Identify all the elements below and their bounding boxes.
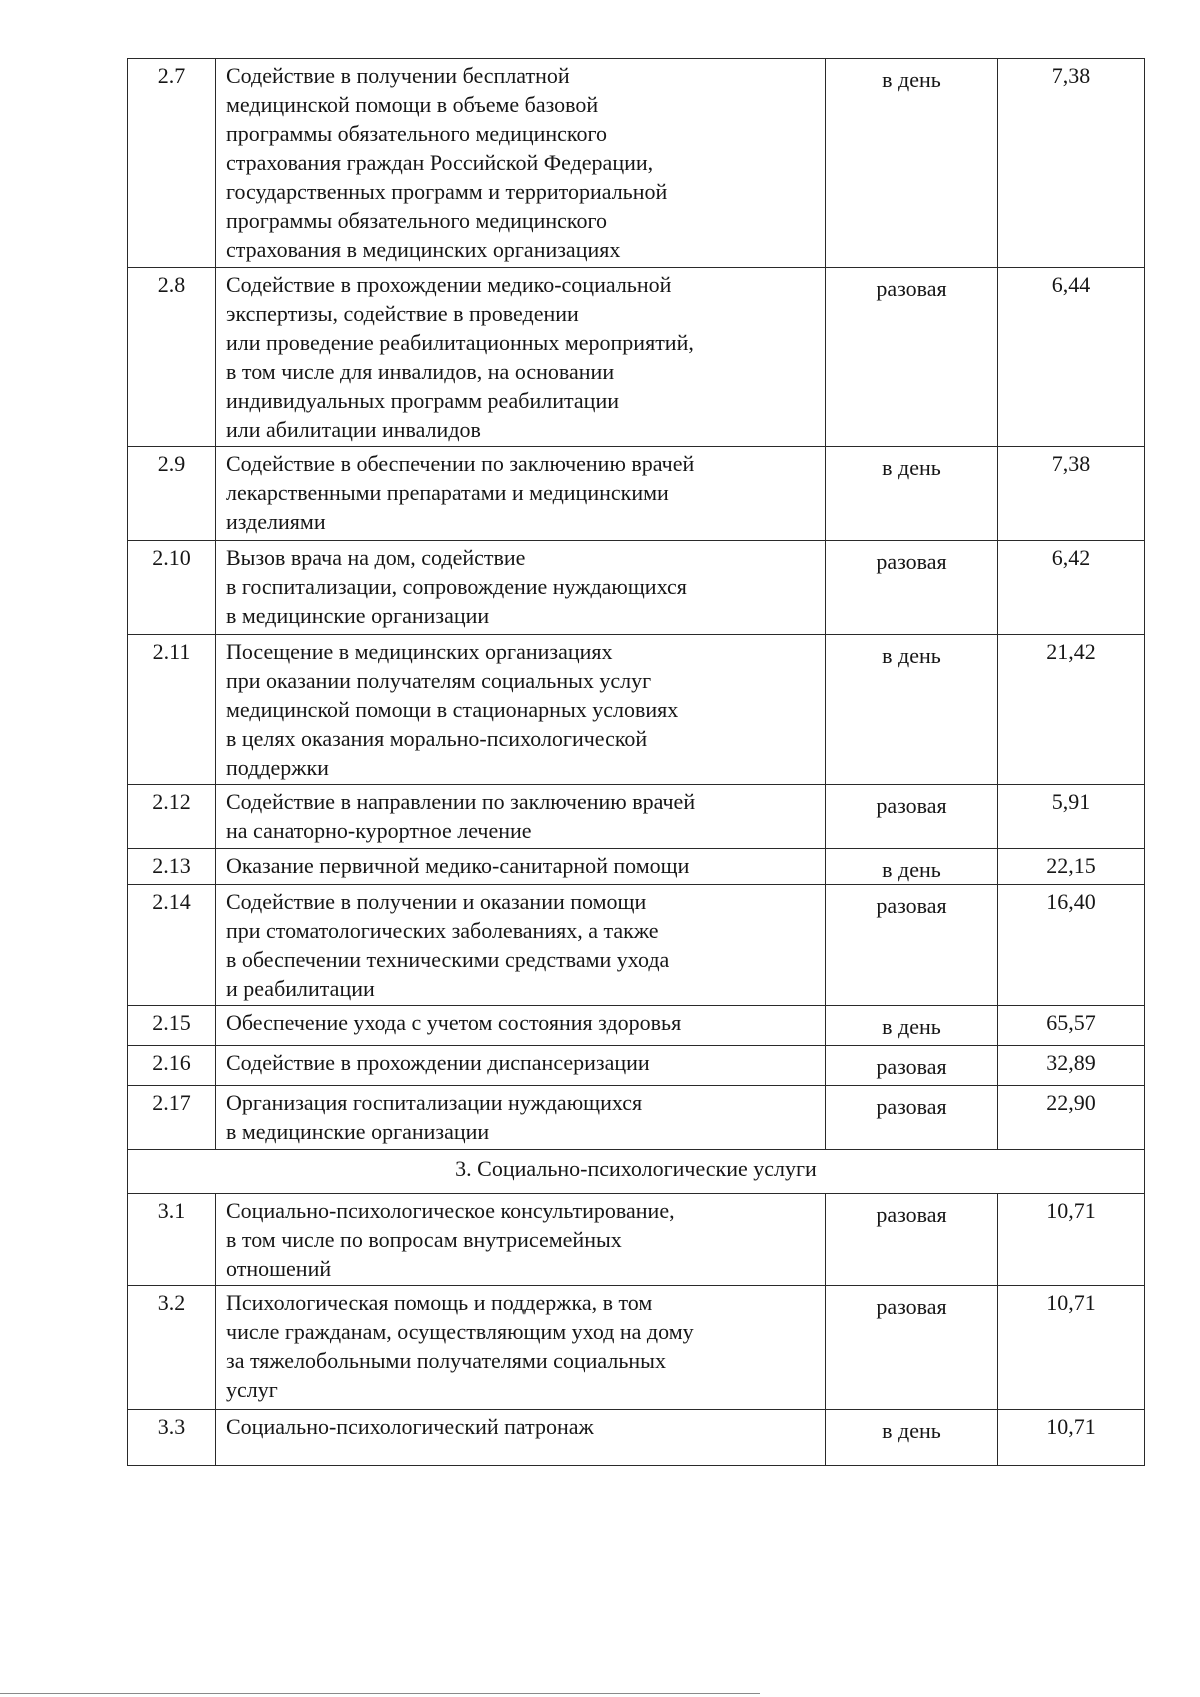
service-name bbox=[216, 59, 826, 268]
service-name-line: Содействие в получении и оказании помощи bbox=[226, 889, 647, 914]
service-unit: разовая bbox=[826, 1286, 998, 1410]
row-number: 2.12 bbox=[128, 785, 216, 849]
service-name bbox=[216, 1006, 826, 1046]
service-name bbox=[216, 1046, 826, 1086]
service-unit: разовая bbox=[826, 541, 998, 635]
service-name-line: Вызов врача на дом, содействие bbox=[226, 545, 526, 570]
service-name-line: в обеспечении техническими средствами ухода bbox=[226, 947, 670, 972]
table-row bbox=[128, 447, 1145, 541]
service-name-line: в госпитализации, сопровождение нуждающихся bbox=[226, 574, 687, 599]
service-price: 22,90 bbox=[998, 1086, 1145, 1150]
service-name-line: Оказание первичной медико-санитарной помощи bbox=[226, 853, 690, 878]
service-unit: в день bbox=[826, 1410, 998, 1466]
service-name bbox=[216, 268, 826, 447]
service-name-line: медицинской помощи в стационарных условиях bbox=[226, 697, 679, 722]
service-name-line: в медицинские организации bbox=[226, 1119, 490, 1144]
row-number: 2.11 bbox=[128, 635, 216, 785]
service-unit: в день bbox=[826, 447, 998, 541]
service-price: 16,40 bbox=[998, 885, 1145, 1006]
service-name-line: или проведение реабилитационных мероприятий, bbox=[226, 330, 694, 355]
service-price: 10,71 bbox=[998, 1286, 1145, 1410]
section-title: 3. Социально-психологические услуги bbox=[128, 1150, 1145, 1194]
service-name-line: в медицинские организации bbox=[226, 603, 490, 628]
service-name-line: услуг bbox=[226, 1377, 278, 1402]
service-name-line: индивидуальных программ реабилитации bbox=[226, 388, 619, 413]
service-price: 65,57 bbox=[998, 1006, 1145, 1046]
service-unit: разовая bbox=[826, 785, 998, 849]
service-name-line: Социально-психологический патронаж bbox=[226, 1414, 594, 1439]
table-row bbox=[128, 1410, 1145, 1466]
table-row bbox=[128, 849, 1145, 885]
row-number: 2.17 bbox=[128, 1086, 216, 1150]
service-price: 7,38 bbox=[998, 447, 1145, 541]
service-name-line: на санаторно-курортное лечение bbox=[226, 818, 532, 843]
service-price: 7,38 bbox=[998, 59, 1145, 268]
service-name-line: программы обязательного медицинского bbox=[226, 121, 607, 146]
service-price: 21,42 bbox=[998, 635, 1145, 785]
service-name-line: поддержки bbox=[226, 755, 329, 780]
service-name bbox=[216, 541, 826, 635]
service-name-line: при оказании получателям социальных услуг bbox=[226, 668, 652, 693]
service-name-line: Посещение в медицинских организациях bbox=[226, 639, 613, 664]
service-name bbox=[216, 885, 826, 1006]
service-name-line: Содействие в обеспечении по заключению врачей bbox=[226, 451, 695, 476]
table-row bbox=[128, 541, 1145, 635]
service-name-line: Организация госпитализации нуждающихся bbox=[226, 1090, 643, 1115]
service-name-line: страхования граждан Российской Федерации, bbox=[226, 150, 654, 175]
row-number: 2.14 bbox=[128, 885, 216, 1006]
row-number: 2.16 bbox=[128, 1046, 216, 1086]
service-name-line: медицинской помощи в объеме базовой bbox=[226, 92, 599, 117]
service-name-line: Психологическая помощь и поддержка, в том bbox=[226, 1290, 653, 1315]
row-number: 2.9 bbox=[128, 447, 216, 541]
table-row bbox=[128, 1086, 1145, 1150]
service-price: 6,44 bbox=[998, 268, 1145, 447]
service-name-line: лекарственными препаратами и медицинскими bbox=[226, 480, 669, 505]
service-name-line: Обеспечение ухода с учетом состояния здоровья bbox=[226, 1010, 682, 1035]
section-header-row bbox=[128, 1150, 1145, 1194]
row-number: 3.2 bbox=[128, 1286, 216, 1410]
service-name bbox=[216, 1410, 826, 1466]
service-name-line: числе гражданам, осуществляющим уход на дому bbox=[226, 1319, 694, 1344]
service-name-line: программы обязательного медицинского bbox=[226, 208, 607, 233]
service-name-line: страхования в медицинских организациях bbox=[226, 237, 621, 262]
service-unit: разовая bbox=[826, 1086, 998, 1150]
service-name-line: или абилитации инвалидов bbox=[226, 417, 481, 442]
table-row bbox=[128, 785, 1145, 849]
service-name-line: Социально-психологическое консультирование, bbox=[226, 1198, 675, 1223]
service-name-line: отношений bbox=[226, 1256, 332, 1281]
service-name bbox=[216, 1194, 826, 1286]
row-number: 3.3 bbox=[128, 1410, 216, 1466]
service-name-line: Содействие в прохождении медико-социальной bbox=[226, 272, 672, 297]
service-name bbox=[216, 849, 826, 885]
service-unit: в день bbox=[826, 59, 998, 268]
row-number: 2.8 bbox=[128, 268, 216, 447]
table-row bbox=[128, 1286, 1145, 1410]
service-unit: в день bbox=[826, 1006, 998, 1046]
row-number: 2.13 bbox=[128, 849, 216, 885]
service-name-line: Содействие в прохождении диспансеризации bbox=[226, 1050, 650, 1075]
table-row bbox=[128, 885, 1145, 1006]
table-row bbox=[128, 1194, 1145, 1286]
service-name-line: экспертизы, содействие в проведении bbox=[226, 301, 579, 326]
service-name-line: в целях оказания морально-психологической bbox=[226, 726, 648, 751]
service-unit: разовая bbox=[826, 1194, 998, 1286]
row-number: 2.10 bbox=[128, 541, 216, 635]
service-price: 10,71 bbox=[998, 1410, 1145, 1466]
service-name bbox=[216, 447, 826, 541]
table-row bbox=[128, 1006, 1145, 1046]
service-name-line: в том числе по вопросам внутрисемейных bbox=[226, 1227, 622, 1252]
table-row bbox=[128, 268, 1145, 447]
row-number: 3.1 bbox=[128, 1194, 216, 1286]
service-name-line: при стоматологических заболеваниях, а также bbox=[226, 918, 659, 943]
service-price: 10,71 bbox=[998, 1194, 1145, 1286]
service-name-line: в том числе для инвалидов, на основании bbox=[226, 359, 615, 384]
service-name-line: изделиями bbox=[226, 509, 326, 534]
services-table bbox=[127, 58, 1145, 1466]
service-name-line: за тяжелобольными получателями социальных bbox=[226, 1348, 666, 1373]
service-name-line: и реабилитации bbox=[226, 976, 375, 1001]
table-row bbox=[128, 635, 1145, 785]
service-unit: в день bbox=[826, 849, 998, 885]
service-name-line: Содействие в получении бесплатной bbox=[226, 63, 570, 88]
service-unit: разовая bbox=[826, 885, 998, 1006]
page-bottom-rule bbox=[0, 1693, 760, 1694]
service-name bbox=[216, 1086, 826, 1150]
service-name-line: государственных программ и территориальной bbox=[226, 179, 668, 204]
service-price: 22,15 bbox=[998, 849, 1145, 885]
service-price: 6,42 bbox=[998, 541, 1145, 635]
service-unit: разовая bbox=[826, 268, 998, 447]
service-unit: в день bbox=[826, 635, 998, 785]
service-price: 5,91 bbox=[998, 785, 1145, 849]
service-name bbox=[216, 1286, 826, 1410]
table-row bbox=[128, 59, 1145, 268]
service-unit: разовая bbox=[826, 1046, 998, 1086]
service-name bbox=[216, 785, 826, 849]
service-price: 32,89 bbox=[998, 1046, 1145, 1086]
row-number: 2.15 bbox=[128, 1006, 216, 1046]
service-name-line: Содействие в направлении по заключению врачей bbox=[226, 789, 696, 814]
service-name bbox=[216, 635, 826, 785]
row-number: 2.7 bbox=[128, 59, 216, 268]
table-row bbox=[128, 1046, 1145, 1086]
